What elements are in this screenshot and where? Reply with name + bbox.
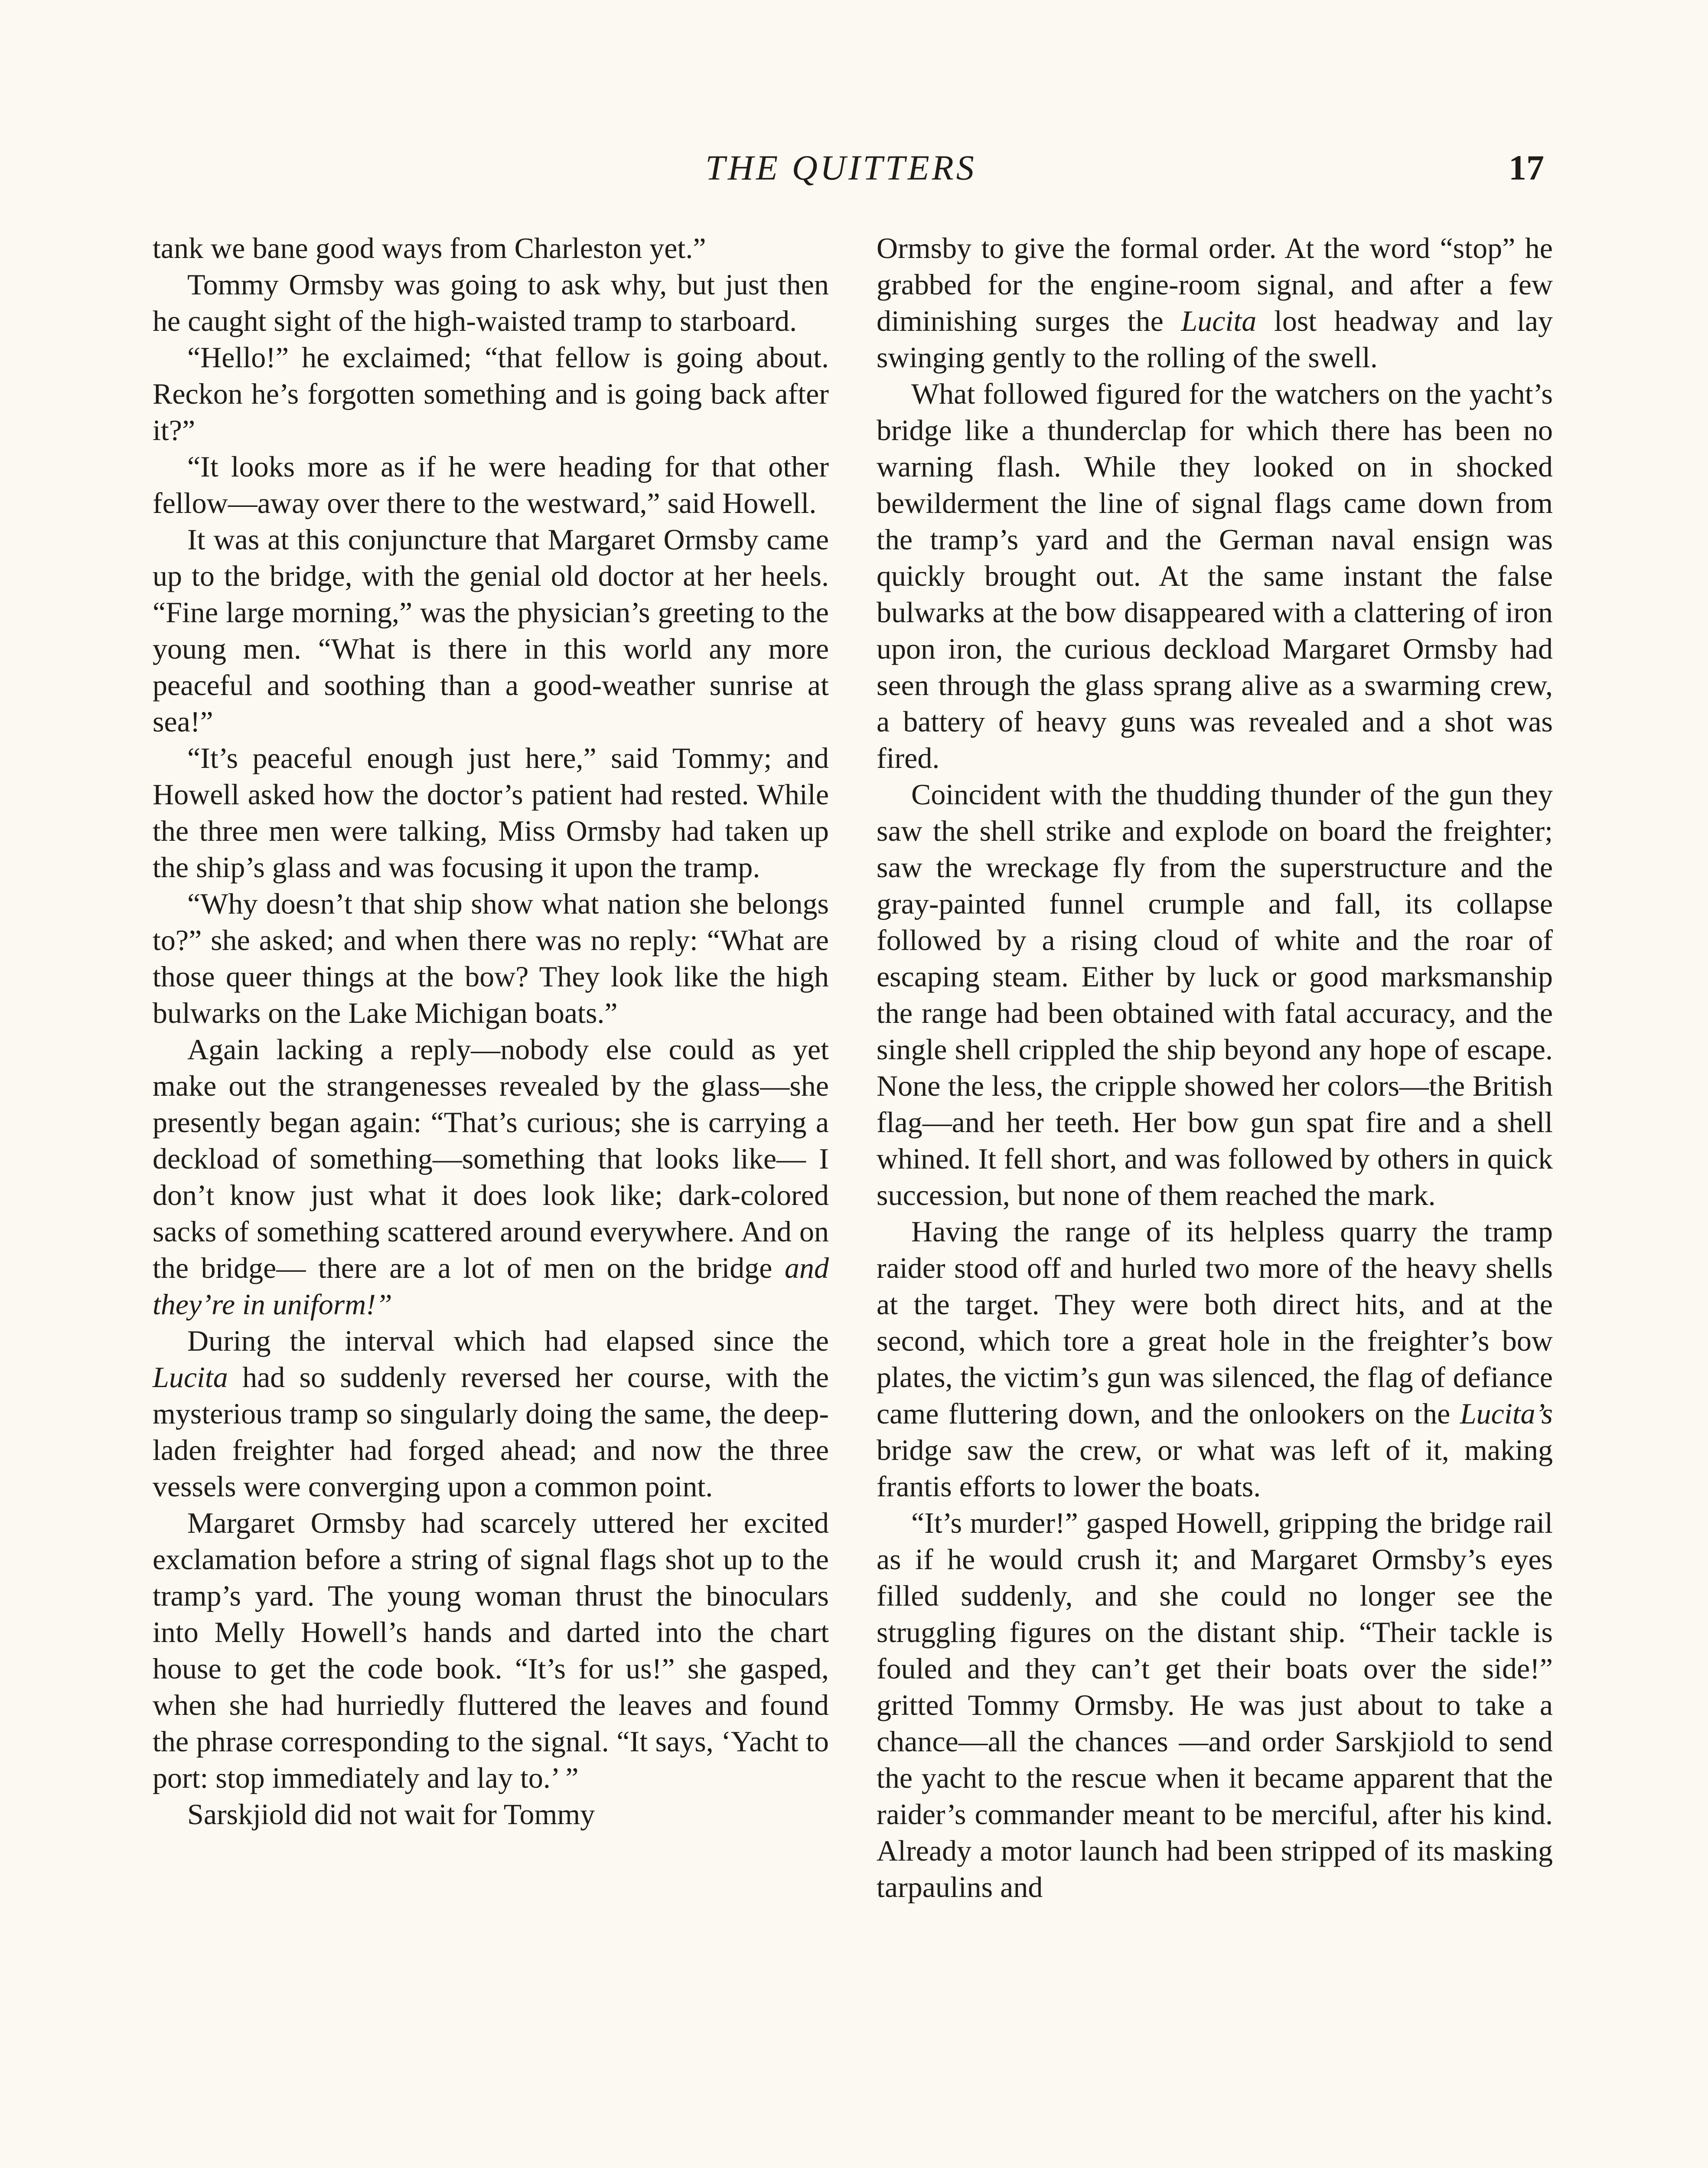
page-number: 17 — [1509, 148, 1544, 187]
left-column — [153, 230, 829, 1832]
paragraph: Tommy Ormsby was going to ask why, but just then he caught sight of the high-waisted tramp to starboard. — [153, 268, 829, 337]
page-header-title: THE QUITTERS — [705, 148, 977, 187]
paragraph: Margaret Ormsby had scarcely uttered her excited exclamation before a string of signal flags shot up to the tramp’s yard. The young woman thrust the binoculars into Melly Howell’s hands and darted into the chart house to get the code book. “It’s for us!” she gasped, when she had hurriedly fluttered the leaves and found the phrase corresponding to the signal. “It says, ‘Yacht to port: stop immediately and lay to.’ ” — [153, 1506, 829, 1794]
paragraph — [877, 230, 1553, 375]
paragraph — [153, 1031, 829, 1322]
paragraph: “Hello!” he exclaimed; “that fellow is going about. Reckon he’s forgotten something and is going back after it?” — [153, 341, 829, 447]
paragraph: What followed figured for the watchers on the yacht’s bridge like a thunderclap for which there has been no warning flash. While they looked on in shocked bewilderment the line of signal flags came down from the tramp’s yard and the German naval ensign was quickly brought out. At the same instant the false bulwarks at the bow disappeared with a clattering of iron upon iron, the curious deckload Margaret Ormsby had seen through the glass sprang alive as a swarming crew, a battery of heavy guns was revealed and a shot was fired. — [877, 377, 1553, 774]
paragraph: “It’s peaceful enough just here,” said Tommy; and Howell asked how the doctor’s patient had rested. While the three men were talking, Miss Ormsby had taken up the ship’s glass and was focusing it upon the tramp. — [153, 741, 829, 884]
paragraph — [877, 1213, 1553, 1505]
paragraph-text: Ormsby to give the formal order. At the word “stop” he grabbed for the engine-room signal, and after a few diminishing surges the — [877, 232, 1553, 337]
right-column — [877, 230, 1553, 1905]
paragraph: It was at this conjuncture that Margaret Ormsby came up to the bridge, with the genial old doctor at her heels. “Fine large morning,” was the physician’s greeting to the young men. “What is there in this world any more peaceful and soothing than a good-weather sunrise at sea!” — [153, 523, 829, 738]
paragraph: Coincident with the thudding thunder of the gun they saw the shell strike and explode on board the freighter; saw the wreckage fly from the superstructure and the gray-painted funnel crumple and fall, its collapse followed by a rising cloud of white and the roar of escaping steam. Either by luck or good marksmanship the range had been obtained with fatal accuracy, and the single shell crippled the ship beyond any hope of escape. None the less, the cripple showed her colors—the British flag—and her teeth. Her bow gun spat fire and a shell whined. It fell short, and was followed by others in quick succession, but none of them reached the mark. — [877, 778, 1553, 1211]
paragraph — [153, 1322, 829, 1505]
paragraph: tank we bane good ways from Charleston yet.” — [153, 232, 706, 264]
paragraph: “Why doesn’t that ship show what nation she belongs to?” she asked; and when there was no reply: “What are those queer things at the bow? They look like the high bulwarks on the Lake Michigan boats.” — [153, 887, 829, 1029]
ship-name: Lucita — [1181, 304, 1257, 337]
paragraph-text: bridge saw the crew, or what was left of it, making frantis efforts to lower the boats. — [877, 1433, 1553, 1503]
paragraph: “It looks more as if he were heading for that other fellow—away over there to the westward,” said Howell. — [153, 450, 829, 519]
paragraph-text: lost headway and lay swinging gently to the rolling of the swell. — [877, 304, 1553, 374]
ship-name: Lucita — [153, 1361, 228, 1394]
paragraph: “It’s murder!” gasped Howell, gripping the bridge rail as if he would crush it; and Margaret Ormsby’s eyes filled suddenly, and she could no longer see the struggling figures on the distant ship. “Their tackle is fouled and they can’t get their boats over the side!” gritted Tommy Ormsby. He was just about to take a chance—all the chances —and order Sarskjiold to send the yacht to the rescue when it became apparent that the raider’s commander meant to be merciful, after his kind. Already a motor launch had been stripped of its masking tarpaulins and — [877, 1506, 1553, 1904]
paragraph-text: Having the range of its helpless quarry the tramp raider stood off and hurled two more of the heavy shells at the target. They were both direct hits, and at the second, which tore a great hole in the freighter’s bow plates, the victim’s gun was silenced, the flag of defiance came fluttering down, and the onlookers on the — [877, 1215, 1553, 1430]
italic-phrase: and they’re in uniform!” — [153, 1251, 829, 1321]
paragraph-text: During the interval which had elapsed since the — [187, 1324, 829, 1357]
ship-name: Lucita’s — [1460, 1397, 1553, 1430]
paragraph: Sarskjiold did not wait for Tommy — [187, 1798, 595, 1831]
paragraph-text: had so suddenly reversed her course, with the mysterious tramp so singularly doing the same, the deep-laden freighter had forged ahead; and now the three vessels were converging upon a common point. — [153, 1361, 829, 1503]
paragraph-text: Again lacking a reply—nobody else could as yet make out the strangenesses revealed by the glass—she presently began again: “That’s curious; she is carrying a deckload of something—something that looks like— I don’t know just what it does look like; dark-colored sacks of something scattered around everywhere. And on the bridge— there are a lot of men on the bridge — [153, 1033, 829, 1284]
